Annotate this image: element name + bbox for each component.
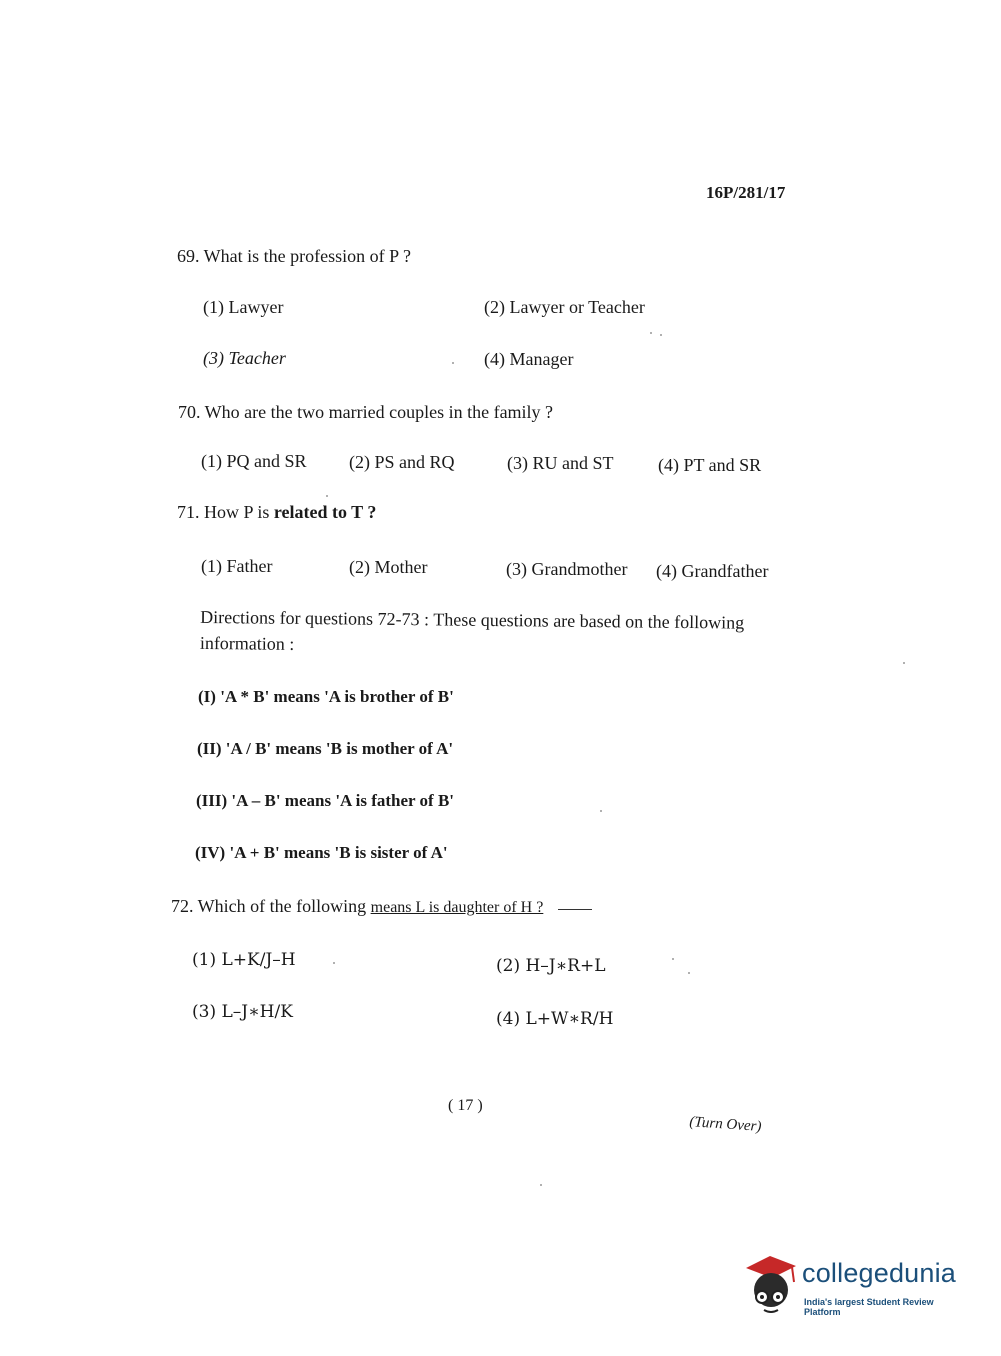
rule-3: (III) 'A – B' means 'A is father of B' — [196, 791, 455, 810]
scan-speck — [540, 1184, 542, 1186]
scan-speck — [333, 962, 335, 964]
scan-speck — [326, 495, 328, 497]
logo-name: collegedunia — [802, 1258, 957, 1288]
scan-speck — [660, 334, 662, 336]
q72-option-2: (2) H–J∗R+L — [496, 956, 606, 976]
directions-text: Directions for questions 72-73 : These questions are based on the following information : — [199, 606, 745, 654]
turn-over-note: (Turn Over) — [688, 1114, 762, 1135]
q72-option-4: (4) L+W∗R/H — [496, 1009, 614, 1029]
q70-option-4: (4) PT and SR — [658, 455, 762, 475]
mascot-icon — [740, 1250, 800, 1320]
q70-option-2: (2) PS and RQ — [349, 452, 455, 472]
q69-option-3: (3) Teacher — [203, 348, 286, 368]
q71-option-4: (4) Grandfather — [656, 561, 769, 581]
page-number: ( 17 ) — [448, 1097, 483, 1114]
q71-option-2: (2) Mother — [349, 557, 428, 577]
stray-line — [558, 909, 592, 910]
q72-option-1: (1) L+K/J–H — [192, 950, 296, 970]
question-72: 72. Which of the following means L is daughter of H ? — [171, 896, 544, 916]
q69-option-2: (2) Lawyer or Teacher — [484, 297, 645, 317]
q71-option-3: (3) Grandmother — [506, 559, 628, 579]
rule-2: (II) 'A / B' means 'B is mother of A' — [197, 739, 454, 758]
scan-speck — [672, 958, 674, 960]
q69-option-1: (1) Lawyer — [203, 297, 284, 317]
q71-option-1: (1) Father — [201, 556, 273, 576]
scan-speck — [650, 332, 652, 334]
scan-speck — [903, 662, 905, 664]
question-70: 70. Who are the two married couples in the family ? — [178, 402, 554, 422]
scan-speck — [688, 972, 690, 974]
q69-option-4: (4) Manager — [484, 349, 574, 369]
logo-tagline: India's largest Student Review Platform — [804, 1297, 934, 1317]
question-69: 69. What is the profession of P ? — [177, 246, 411, 266]
scan-speck — [452, 362, 454, 364]
question-71: 71. How P is related to T ? — [177, 502, 377, 522]
paper-code: 16P/281/17 — [706, 183, 786, 202]
q70-option-1: (1) PQ and SR — [201, 451, 307, 471]
rule-1: (I) 'A * B' means 'A is brother of B' — [198, 687, 454, 706]
collegedunia-logo — [740, 1250, 970, 1320]
scan-speck — [600, 810, 602, 812]
q70-option-3: (3) RU and ST — [507, 453, 614, 473]
q72-option-3: (3) L–J∗H/K — [192, 1002, 293, 1022]
rule-4: (IV) 'A + B' means 'B is sister of A' — [195, 843, 448, 862]
